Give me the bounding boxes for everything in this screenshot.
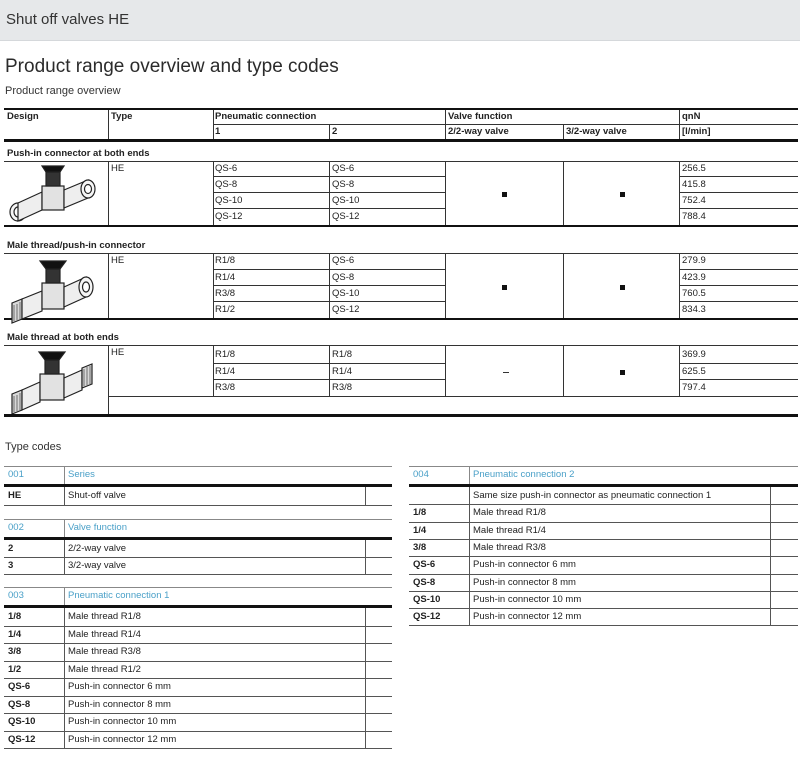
code-value: 3 xyxy=(8,560,14,571)
marker-2-2-way xyxy=(502,285,507,290)
row-divider xyxy=(4,678,392,679)
code-number-004: 004 xyxy=(413,469,429,480)
code-value: QS-10 xyxy=(413,593,441,605)
table-cell: QS-10 xyxy=(332,288,360,299)
code-value: 1/4 xyxy=(8,628,22,640)
type-he: HE xyxy=(111,163,125,174)
table-cell: R3/8 xyxy=(332,382,353,393)
table-cell: 279.9 xyxy=(682,255,706,266)
table-cell: R1/2 xyxy=(215,304,236,315)
table-cell: 369.9 xyxy=(682,349,706,360)
table-cell: QS-8 xyxy=(332,272,355,283)
row-divider xyxy=(409,625,798,626)
table-cell: QS-6 xyxy=(332,255,355,266)
table-cell: 834.3 xyxy=(682,304,706,315)
code-desc: Male thread R3/8 xyxy=(473,541,546,553)
table-cell: R1/8 xyxy=(215,349,236,360)
marker-3-2-way xyxy=(620,285,625,290)
table-cell: 752.4 xyxy=(682,195,706,206)
code-desc: Male thread R1/4 xyxy=(68,628,141,640)
marker-2-2-way-none xyxy=(503,372,509,373)
table-cell: QS-6 xyxy=(215,163,238,174)
row-divider xyxy=(4,748,392,749)
code-value: QS-12 xyxy=(8,733,36,745)
row-divider xyxy=(4,661,392,662)
row-divider xyxy=(409,574,798,575)
row-divider xyxy=(409,608,798,609)
section-title-push-in: Push-in connector at both ends xyxy=(7,148,150,159)
row-divider xyxy=(4,713,392,714)
code-value: 1/4 xyxy=(413,524,427,536)
code-value: 3/8 xyxy=(8,646,22,657)
table-cell: QS-8 xyxy=(332,179,355,190)
code-desc: Male thread R3/8 xyxy=(68,646,141,657)
header-connection-1: 1 xyxy=(215,126,221,137)
table-cell: QS-8 xyxy=(215,179,238,190)
table-cell: R1/8 xyxy=(215,255,236,266)
code-he: HE xyxy=(8,490,22,501)
table-cell: QS-12 xyxy=(215,211,243,222)
code-value: 1/2 xyxy=(8,663,22,675)
valve-male-both-image xyxy=(6,348,98,414)
code-title-pneumatic-2: Pneumatic connection 2 xyxy=(473,469,575,480)
code-desc: Push-in connector 8 mm xyxy=(473,576,576,588)
header-valve-function: Valve function xyxy=(448,111,513,122)
table-cell: QS-10 xyxy=(215,195,243,206)
code-desc: Male thread R1/8 xyxy=(68,611,141,622)
code-value: QS-8 xyxy=(413,576,436,588)
code-value: QS-8 xyxy=(8,698,31,710)
row-divider xyxy=(409,539,798,540)
page-heading: Product range overview and type codes xyxy=(5,56,339,77)
header-3-2-way: 3/2-way valve xyxy=(566,126,627,137)
code-value: 2 xyxy=(8,543,14,554)
code-desc: Push-in connector 8 mm xyxy=(68,698,171,710)
code-desc: Push-in connector 10 mm xyxy=(473,593,582,605)
table-cell: R3/8 xyxy=(215,288,236,299)
table-cell: R1/8 xyxy=(332,349,353,360)
code-title-pneumatic-1: Pneumatic connection 1 xyxy=(68,590,170,601)
row-divider xyxy=(4,626,392,627)
valve-male-push-image xyxy=(6,255,98,325)
code-value: QS-12 xyxy=(413,611,441,623)
code-desc: Push-in connector 12 mm xyxy=(68,733,177,745)
table-cell: QS-6 xyxy=(332,163,355,174)
header-qn-unit: [l/min] xyxy=(682,126,711,137)
header-design: Design xyxy=(7,111,39,122)
table-cell: 423.9 xyxy=(682,272,706,283)
table-cell: 788.4 xyxy=(682,211,706,222)
marker-2-2-way xyxy=(502,192,507,197)
code-number-001: 001 xyxy=(8,469,24,480)
header-connection-2: 2 xyxy=(332,126,338,137)
marker-3-2-way xyxy=(620,192,625,197)
table-cell: QS-10 xyxy=(332,195,360,206)
code-desc: Male thread R1/2 xyxy=(68,663,141,675)
section-title-male-both: Male thread at both ends xyxy=(7,332,119,343)
type-codes-right xyxy=(409,466,798,628)
code-desc: 3/2-way valve xyxy=(68,560,127,571)
code-desc: Male thread R1/4 xyxy=(473,524,546,536)
code-value: 1/8 xyxy=(413,507,427,519)
row-divider xyxy=(409,522,798,523)
product-range-table xyxy=(4,108,798,420)
table-cell: QS-12 xyxy=(332,211,360,222)
table-cell: QS-12 xyxy=(332,304,360,315)
row-divider xyxy=(409,591,798,592)
header-type: Type xyxy=(111,111,133,122)
code-number-002: 002 xyxy=(8,522,24,533)
type-codes-title: Type codes xyxy=(5,441,62,453)
header-qn: qnN xyxy=(682,111,701,122)
code-value: 3/8 xyxy=(413,541,427,553)
table-cell: 415.8 xyxy=(682,179,706,190)
section-title-male-push: Male thread/push-in connector xyxy=(7,240,146,251)
table-cell: R1/4 xyxy=(215,366,236,377)
code-value: QS-6 xyxy=(8,681,31,692)
header-2-2-way: 2/2-way valve xyxy=(448,126,509,137)
code-title-series: Series xyxy=(68,469,95,480)
section-subheading: Product range overview xyxy=(5,85,121,97)
code-desc: Same size push-in connector as pneumatic connection 1 xyxy=(473,490,712,501)
header-pneumatic-connection: Pneumatic connection xyxy=(215,111,317,122)
type-he: HE xyxy=(111,255,125,266)
code-desc: Push-in connector 6 mm xyxy=(68,681,171,692)
title-bar xyxy=(0,0,800,41)
code-number-003: 003 xyxy=(8,590,24,601)
table-cell: 760.5 xyxy=(682,288,706,299)
table-cell: 797.4 xyxy=(682,382,706,393)
code-desc: Push-in connector 6 mm xyxy=(473,559,576,571)
window-title: Shut off valves HE xyxy=(6,11,130,28)
table-cell: 625.5 xyxy=(682,366,706,377)
row-divider xyxy=(409,556,798,557)
code-value: QS-10 xyxy=(8,716,36,727)
row-divider xyxy=(409,504,798,505)
code-desc: Push-in connector 10 mm xyxy=(68,716,177,727)
table-cell: R1/4 xyxy=(215,272,236,283)
type-he: HE xyxy=(111,347,125,358)
marker-3-2-way xyxy=(620,370,625,375)
table-cell: R3/8 xyxy=(215,382,236,393)
code-desc: Push-in connector 12 mm xyxy=(473,611,582,623)
code-title-valve-function: Valve function xyxy=(68,522,127,533)
row-divider xyxy=(4,696,392,697)
code-desc: Shut-off valve xyxy=(68,490,126,501)
table-cell: R1/4 xyxy=(332,366,353,377)
table-cell: 256.5 xyxy=(682,163,706,174)
row-divider xyxy=(4,643,392,644)
code-value: 1/8 xyxy=(8,611,22,622)
code-value: QS-6 xyxy=(413,559,436,571)
valve-push-in-both-image xyxy=(6,162,98,226)
code-desc: Male thread R1/8 xyxy=(473,507,546,519)
type-codes-left xyxy=(4,466,392,750)
code-desc: 2/2-way valve xyxy=(68,543,127,554)
row-divider xyxy=(4,731,392,732)
